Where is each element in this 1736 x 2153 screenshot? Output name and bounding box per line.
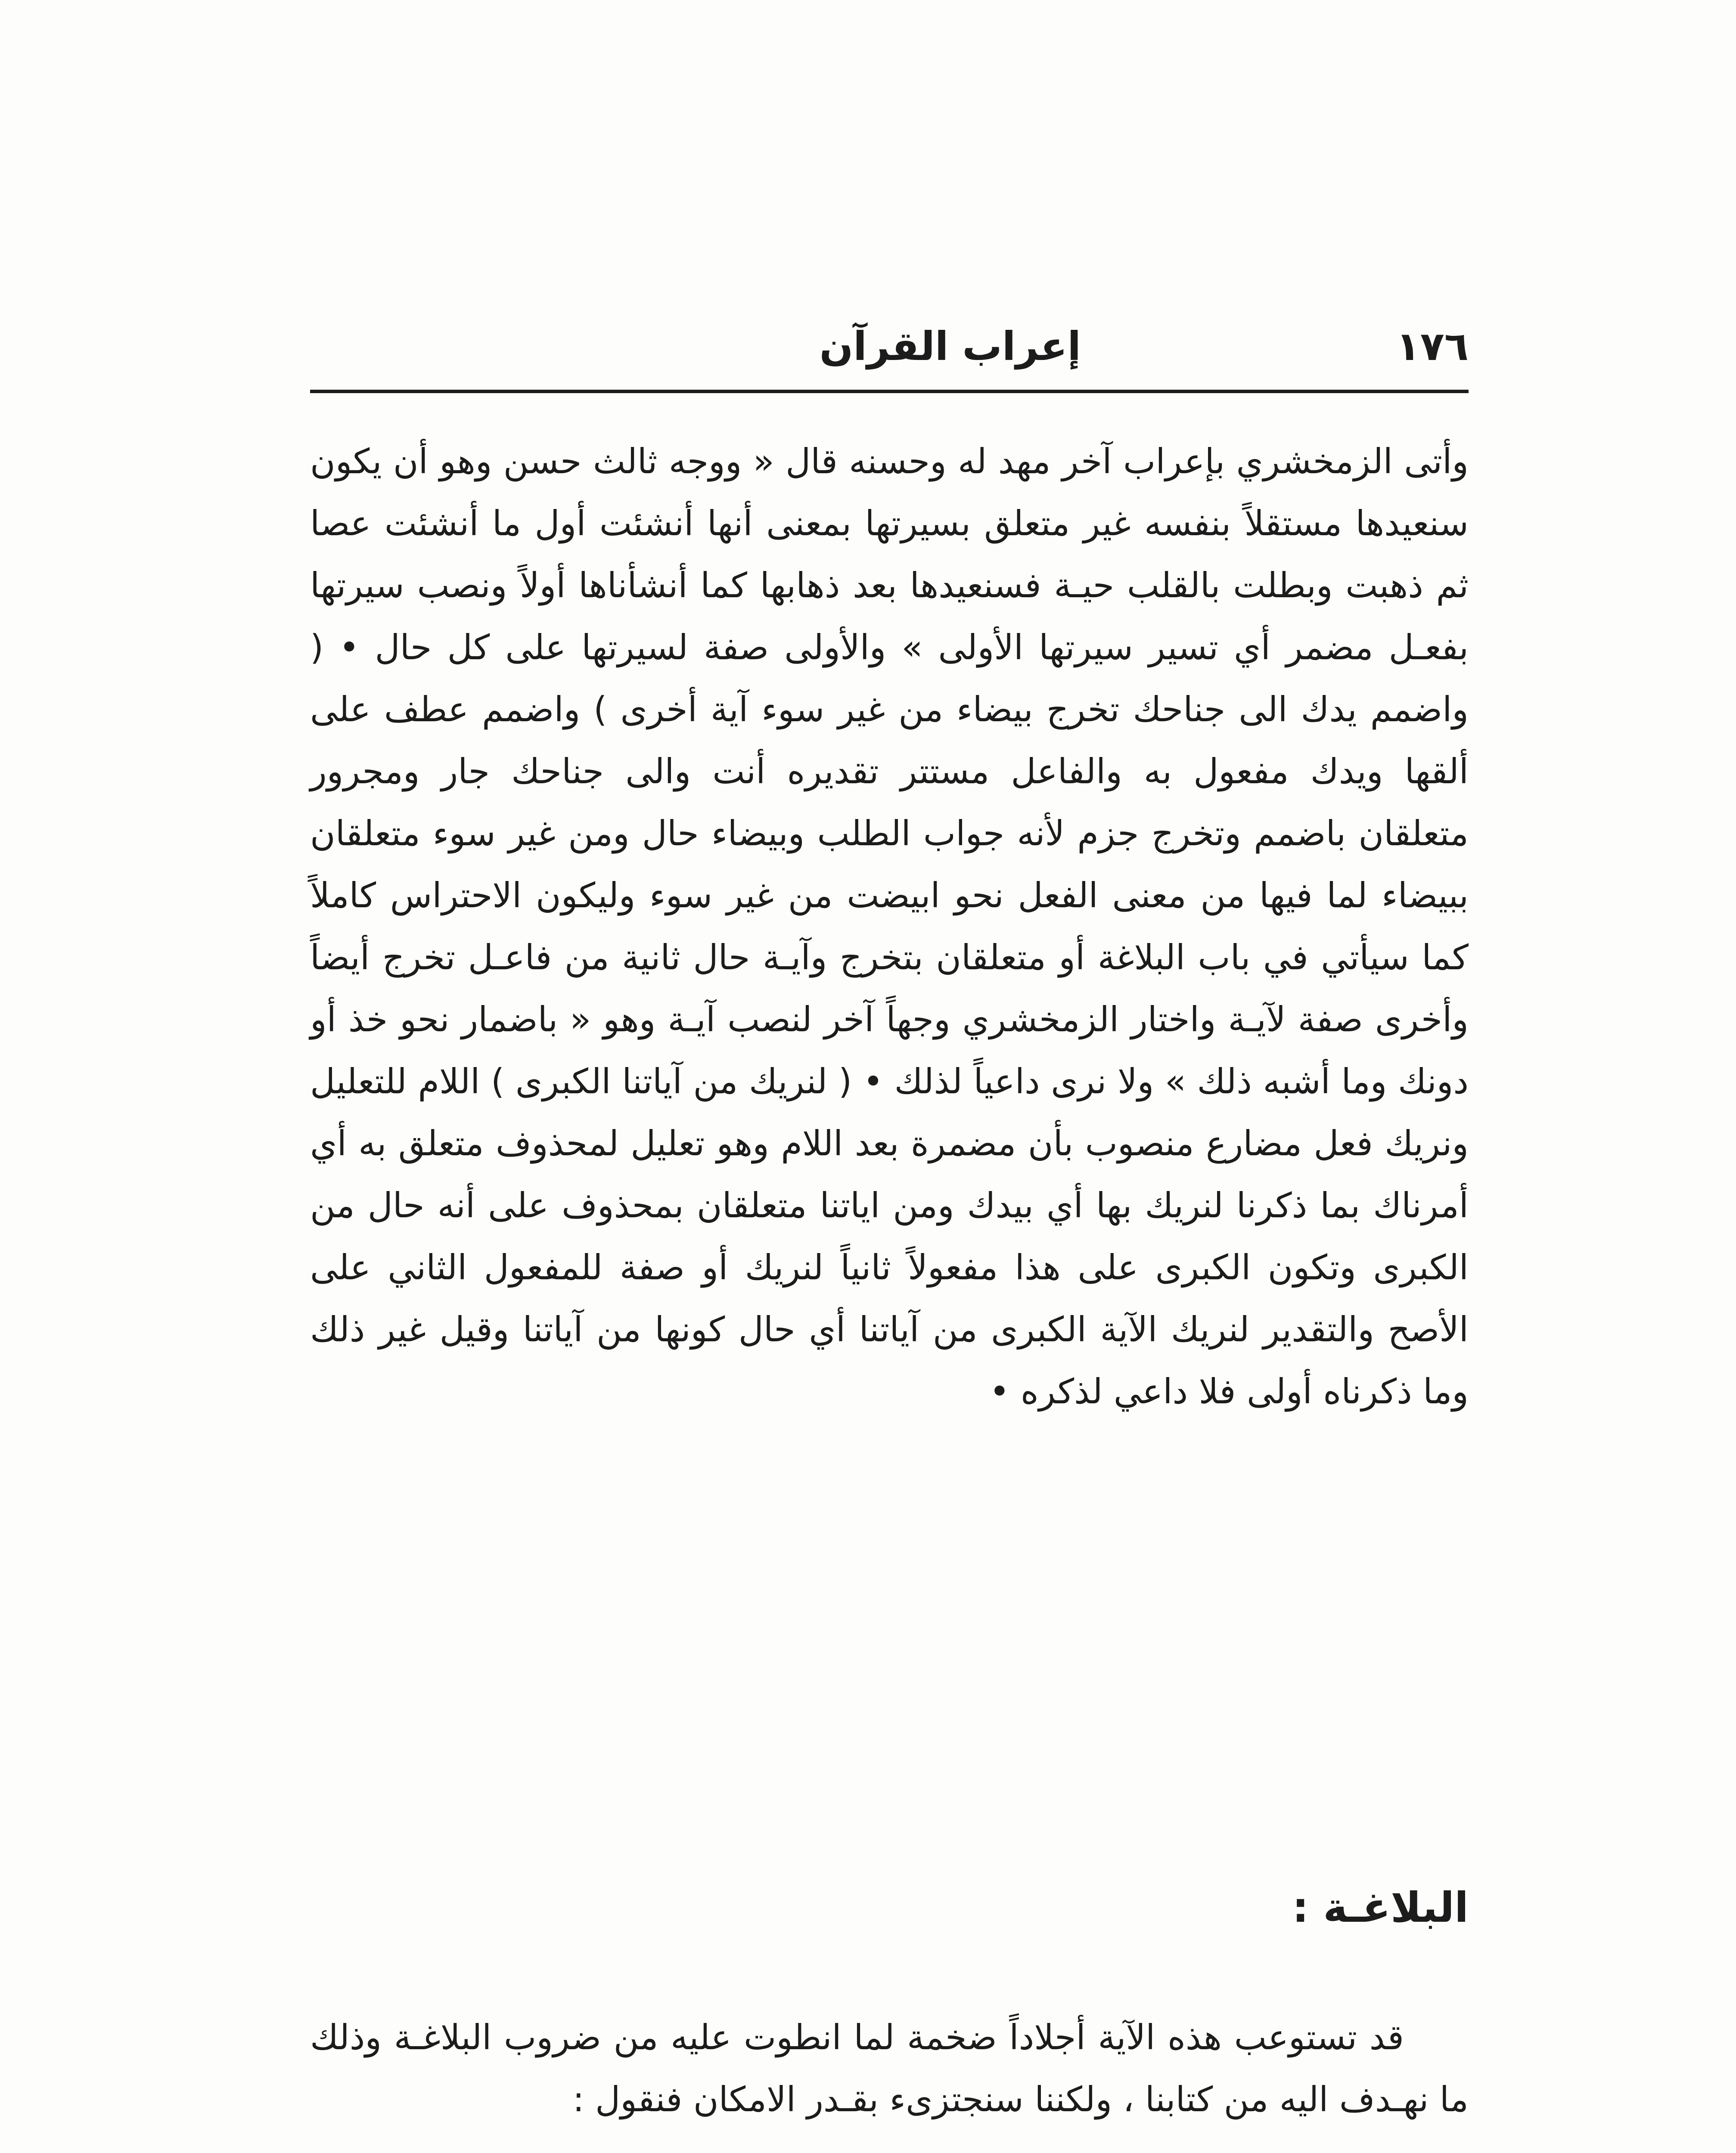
section-paragraph: قد تستوعب هذه الآية أجلاداً ضخمة لما انطوت عليه من ضروب البلاغـة وذلك ما نهـدف اليه من كتابنا ، ولكننا سنجتزىء بقـدر الامكان فنقول : xyxy=(310,2017,1469,2119)
running-header xyxy=(310,314,1469,379)
section-text xyxy=(310,2007,1469,2131)
header-divider xyxy=(310,390,1469,393)
section-heading: البلاغـة : xyxy=(1292,1883,1469,1932)
main-paragraph: وأتى الزمخشري بإعراب آخر مهد له وحسنه قال « ووجه ثالث حسن وهو أن يكون سنعيدها مستقلاً بنفسه غير متعلق بسيرتها بمعنى أنها أنشئت أول ما أنشئت عصا ثم ذهبت وبطلت بالقلب حيـة فسنعيدها بعد ذهابها كما أنشأناها أولاً ونصب سيرتها بفعـل مضمر أي تسير سيرتها الأولى » والأولى صفة لسيرتها على كل حال • ( واضمم يدك الى جناحك تخرج بيضاء من غير سوء آية أخرى ) واضمم عطف على ألقها ويدك مفعول به والفاعل مستتر تقديره أنت والى جناحك جار ومجرور متعلقان باضمم وتخرج جزم لأنه جواب الطلب وبيضاء حال ومن غير سوء متعلقان ببيضاء لما فيها من معنى الفعل نحو ابيضت من غير سوء وليكون الاحتراس كاملاً كما سيأتي في باب البلاغة أو متعلقان بتخرج وآيـة حال ثانية من فاعـل تخرج أيضاً وأخرى صفة لآيـة واختار الزمخشري وجهاً آخر لنصب آيـة وهو « باضمار نحو خذ أو دونك وما أشبه ذلك » ولا نرى داعياً لذلك • ( لنريك من آياتنا الكبرى ) اللام للتعليل ونريك فعل مضارع منصوب بأن مضمرة بعد اللام وهو تعليل لمحذوف متعلق به أي أمرناك بما ذكرنا لنريك بها أي بيدك ومن اياتنا متعلقان بمحذوف على أنه حال من الكبرى وتكون الكبرى على هذا مفعولاً ثانياً لنريك أو صفة للمفعول الثاني على الأصح والتقدير لنريك الآية الكبرى من آياتنا أي حال كونها من آياتنا وقيل غير ذلك وما ذكرناه أولى فلا داعي لذكره • xyxy=(310,441,1469,1412)
page-number: ١٧٦ xyxy=(1396,323,1469,369)
main-text xyxy=(310,431,1469,1423)
book-title: إعراب القرآن xyxy=(819,323,1081,369)
